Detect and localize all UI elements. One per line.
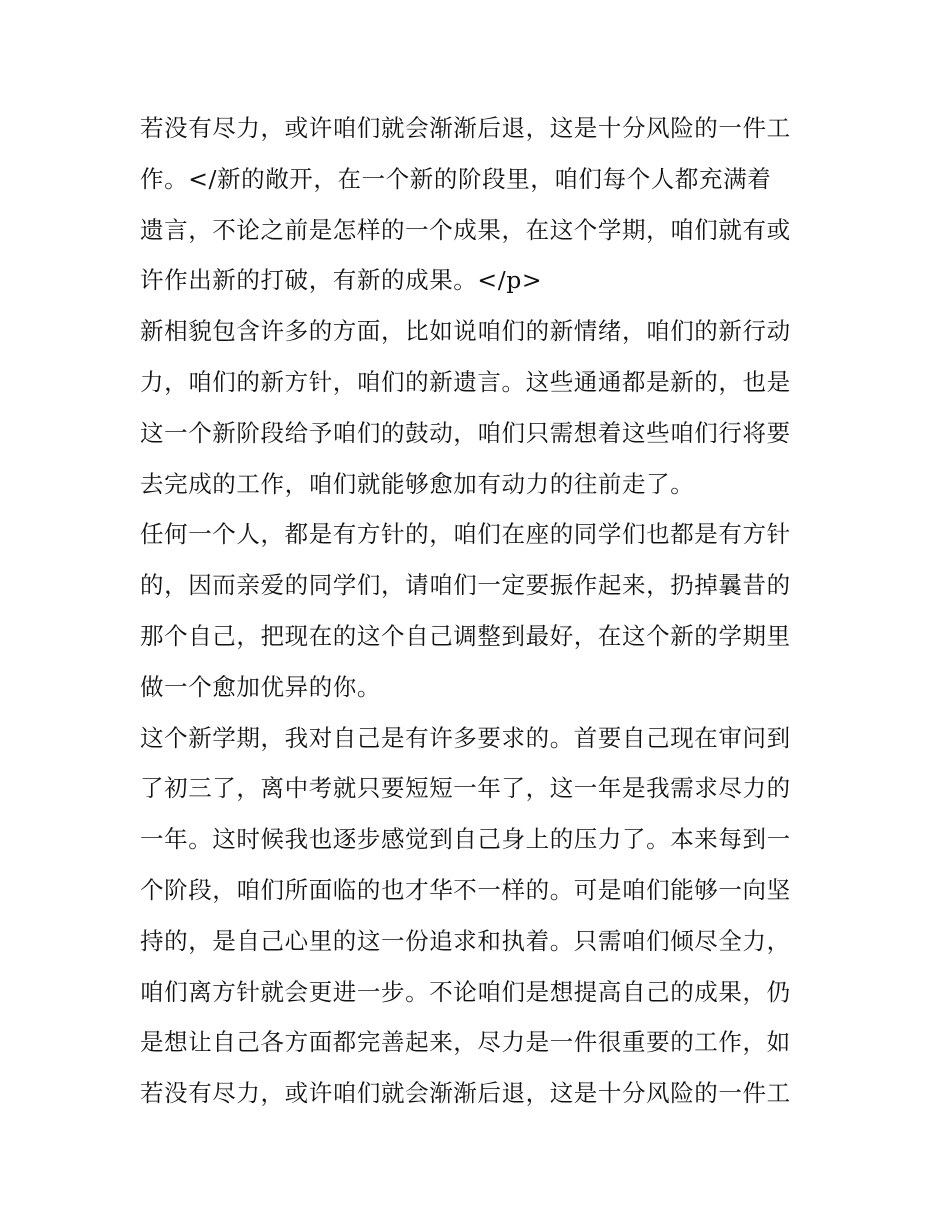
text-line: 一年。这时候我也逐步感觉到自己身上的压力了。本来每到一 (140, 825, 791, 854)
text-line: 的，因而亲爱的同学们，请咱们一定要振作起来，扔掉曩昔的 (140, 571, 791, 600)
text-line: 这一个新阶段给予咱们的鼓动，咱们只需想着这些咱们行将要 (140, 418, 791, 447)
text-line: 个阶段，咱们所面临的也才华不一样的。可是咱们能够一向坚 (140, 875, 791, 904)
text-line: 新相貌包含许多的方面，比如说咱们的新情绪，咱们的新行动 (140, 317, 791, 346)
text-line: 那个自己，把现在的这个自己调整到最好，在这个新的学期里 (140, 621, 791, 650)
text-line: 力，咱们的新方针，咱们的新遗言。这些通通都是新的，也是 (140, 367, 791, 396)
text-line: 了初三了，离中考就只要短短一年了，这一年是我需求尽力的 (140, 774, 791, 803)
text-line: 持的，是自己心里的这一份追求和执着。只需咱们倾尽全力， (140, 926, 791, 955)
text-line: 若没有尽力，或许咱们就会渐渐后退，这是十分风险的一件工 (140, 1079, 791, 1108)
body-text (140, 103, 812, 1119)
text-line: 去完成的工作，咱们就能够愈加有动力的往前走了。 (140, 469, 695, 498)
text-line: 这个新学期，我对自己是有许多要求的。首要自己现在审问到 (140, 723, 791, 752)
text-line: 作。</新的敞开，在一个新的阶段里，咱们每个人都充满着 (140, 164, 772, 193)
text-line: 任何一个人，都是有方针的，咱们在座的同学们也都是有方针 (140, 520, 791, 549)
text-line: 遗言，不论之前是怎样的一个成果，在这个学期，咱们就有或 (140, 215, 791, 244)
text-line: 许作出新的打破，有新的成果。</p> (140, 266, 543, 295)
text-line: 若没有尽力，或许咱们就会渐渐后退，这是十分风险的一件工 (140, 114, 791, 142)
text-line: 做一个愈加优异的你。 (140, 672, 381, 701)
text-line: 是想让自己各方面都完善起来，尽力是一件很重要的工作，如 (140, 1028, 791, 1057)
text-line: 咱们离方针就会更进一步。不论咱们是想提高自己的成果，仍 (140, 977, 791, 1006)
